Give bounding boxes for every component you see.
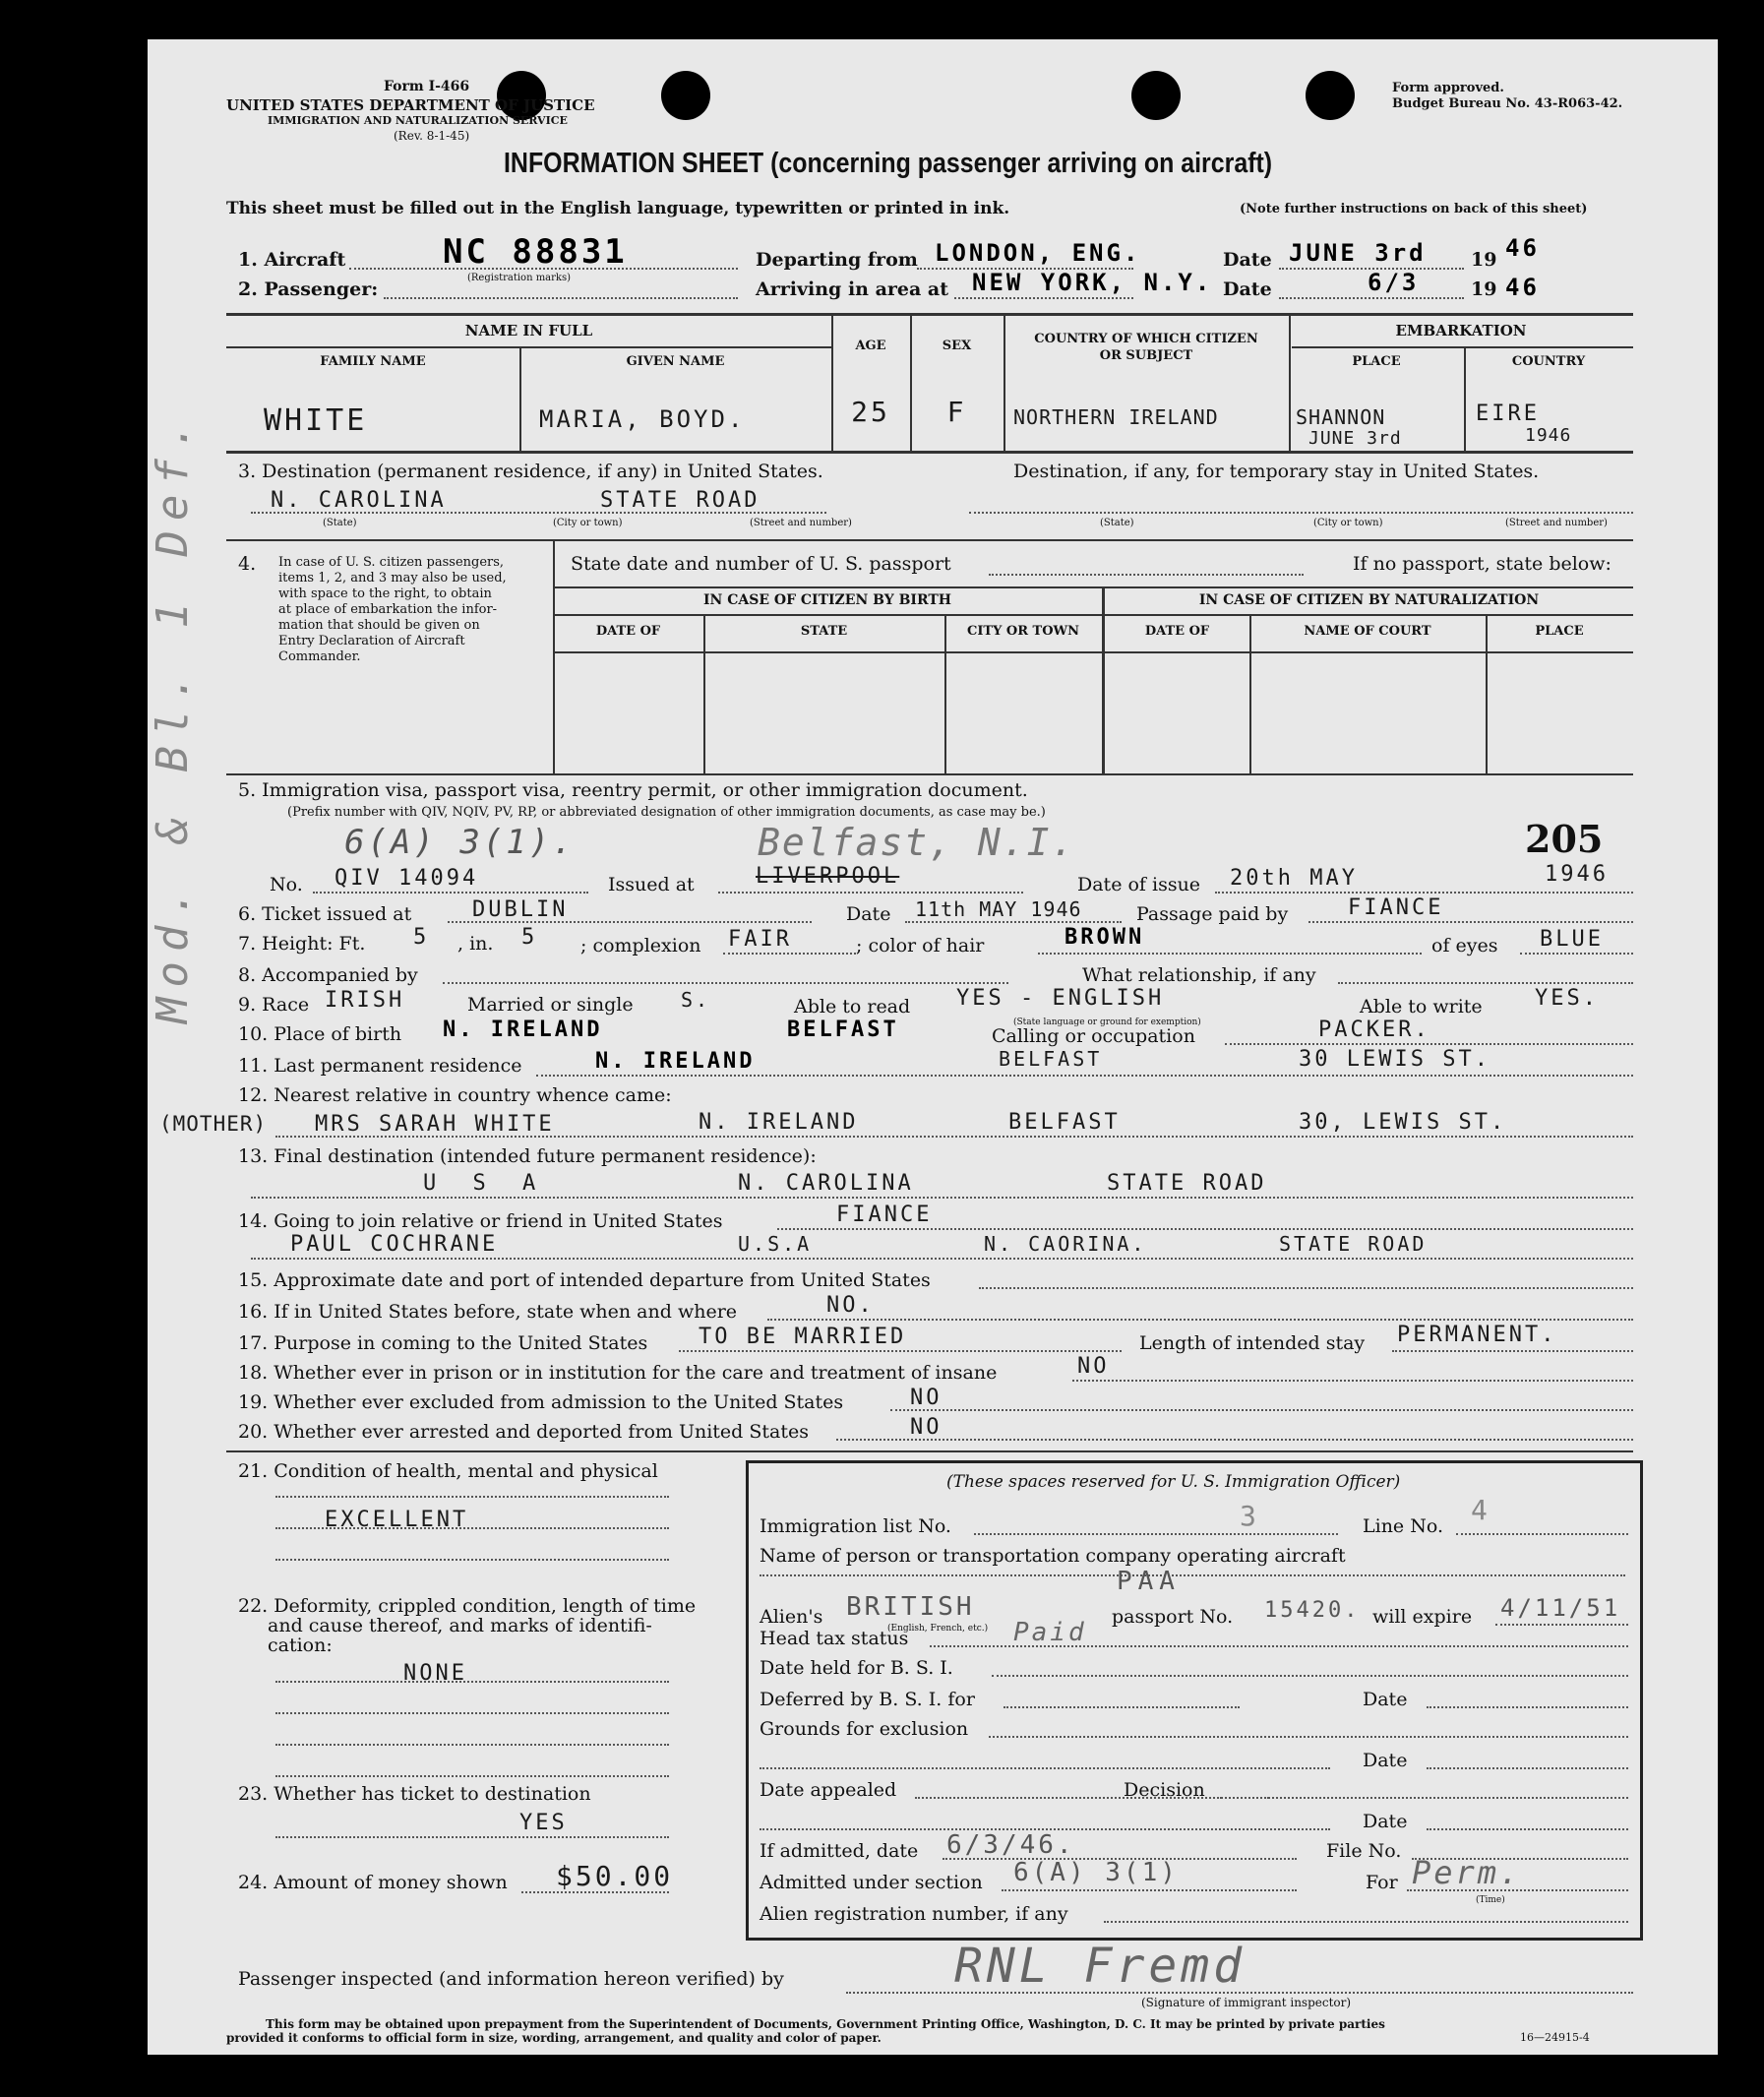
i17-label: 17. Purpose in coming to the United States <box>238 1332 648 1354</box>
headtax-value: Paid <box>1013 1618 1087 1647</box>
i21-line <box>275 1559 669 1561</box>
aliens-caption: (English, French, etc.) <box>887 1624 989 1634</box>
i18-line <box>1072 1380 1633 1382</box>
i7-complexion-label: ; complexion <box>580 935 701 956</box>
signature-caption: (Signature of immigrant inspector) <box>1141 1996 1352 2009</box>
expire-line <box>1495 1624 1628 1626</box>
expire-value: 4/11/51 <box>1500 1594 1621 1622</box>
visa-section-annotation: 6(A) 3(1). <box>344 823 576 862</box>
i13-label: 13. Final destination (intended future permanent residence): <box>238 1145 817 1167</box>
instruction: This sheet must be filled out in the English language, typewritten or printed in ink. <box>226 199 1010 218</box>
i16-value: NO. <box>826 1293 875 1318</box>
i7-label: 7. Height: Ft. <box>238 933 366 955</box>
i6-date-value: 11th MAY 1946 <box>915 897 1082 921</box>
passport-line <box>989 574 1304 576</box>
i14-street: STATE ROAD <box>1279 1232 1428 1256</box>
approved: Form approved. <box>1392 81 1504 95</box>
birth-date-header: DATE OF <box>595 624 661 639</box>
i11-country: N. IRELAND <box>595 1049 756 1074</box>
i22-line <box>275 1744 669 1746</box>
company-line <box>760 1574 1625 1576</box>
visa-no-value: QIV 14094 <box>335 866 479 891</box>
item4-note: In case of U. S. citizen passengers, items 1, 2, and 3 may also be used, with space to the right, to obtain at place of embarkation the infor- mation that should be given on Entry Declaration of Aircraft Commander. <box>278 555 507 664</box>
line-no-label: Line No. <box>1363 1515 1443 1537</box>
i12-street: 30, LEWIS ST. <box>1299 1110 1507 1135</box>
section-value: 6(A) 3(1) <box>1013 1858 1179 1887</box>
date-issue-value: 20th MAY <box>1230 866 1358 891</box>
i7-complexion: FAIR <box>728 927 792 952</box>
i7-eyes-line <box>1520 953 1633 955</box>
time-caption: (Time) <box>1476 1895 1505 1905</box>
i13-line <box>251 1197 1633 1199</box>
decision-date-label: Date <box>1363 1811 1408 1832</box>
passport-no-value: 15420. <box>1264 1598 1361 1623</box>
item4-header-rule <box>553 586 1633 588</box>
i8-relationship-label: What relationship, if any <box>1082 964 1316 986</box>
form-page <box>148 39 1718 2055</box>
i10-calling: PACKER. <box>1318 1018 1430 1042</box>
section-line <box>1002 1889 1297 1891</box>
company-label: Name of person or transportation company operating aircraft <box>760 1545 1346 1567</box>
bsi-held-line <box>992 1675 1628 1677</box>
i13-country: U S A <box>423 1171 548 1196</box>
form-number: Form I-466 <box>384 79 470 94</box>
age-value: 25 <box>851 396 890 428</box>
list-no-value: 3 <box>1240 1500 1259 1532</box>
i7-ft: 5 <box>413 925 430 950</box>
line-no-line <box>1456 1533 1628 1535</box>
date-label: Date <box>1223 249 1272 271</box>
i6-date-line <box>905 921 1122 923</box>
i16-label: 16. If in United States before, state when and where <box>238 1301 738 1323</box>
i23-value: YES <box>519 1811 568 1835</box>
list-no-label: Immigration list No. <box>760 1515 951 1537</box>
i19-value: NO <box>910 1386 943 1410</box>
i19-line <box>890 1409 1633 1411</box>
punch-hole <box>1131 71 1181 120</box>
birth-state-header: STATE <box>800 624 848 639</box>
i21-value: EXCELLENT <box>325 1508 469 1532</box>
country-header-1: COUNTRY OF WHICH CITIZEN <box>1034 332 1258 346</box>
expire-label: will expire <box>1372 1606 1473 1628</box>
item3-label: 3. Destination (permanent residence, if any) in United States. <box>238 461 823 482</box>
passport-date-label: State date and number of U. S. passport <box>571 553 951 575</box>
city-caption: (City or town) <box>553 518 623 528</box>
i14-label: 14. Going to join relative or friend in United States <box>238 1210 723 1232</box>
col-rule <box>831 313 833 451</box>
i14-country: U.S.A <box>738 1232 813 1256</box>
bsi-held-label: Date held for B. S. I. <box>760 1657 953 1679</box>
i9-read: YES - ENGLISH <box>956 986 1165 1011</box>
year-prefix: 19 <box>1471 249 1497 271</box>
revision: (Rev. 8-1-45) <box>394 129 470 143</box>
i21-line <box>275 1496 669 1498</box>
i9-write-label: Able to write <box>1360 996 1483 1018</box>
inspector-signature: RNL Fremd <box>954 1939 1247 1994</box>
embark-year-value: 1946 <box>1525 425 1572 446</box>
decision-date-line <box>1427 1828 1628 1830</box>
col-rule <box>910 313 912 451</box>
family-name-value: WHITE <box>264 403 368 438</box>
i9-race: IRISH <box>325 988 405 1013</box>
i11-city: BELFAST <box>999 1047 1103 1071</box>
i7-in-label: , in. <box>457 933 494 955</box>
i6-paid-line <box>1308 921 1633 923</box>
i9-race-label: 9. Race <box>238 994 310 1016</box>
i18-value: NO <box>1077 1354 1110 1379</box>
i8-label: 8. Accompanied by <box>238 964 418 986</box>
inspected-label: Passenger inspected (and information hereon verified) by <box>238 1968 784 1990</box>
embark-country-value: EIRE <box>1476 401 1540 426</box>
issued-value: LIVERPOOL <box>756 864 900 889</box>
i17-value: TO BE MARRIED <box>699 1325 907 1349</box>
i11-street: 30 LEWIS ST. <box>1299 1047 1490 1072</box>
visa-no-line <box>313 892 588 894</box>
stamp-number: 205 <box>1525 817 1604 861</box>
appealed-line <box>915 1797 1269 1799</box>
i17-stay-label: Length of intended stay <box>1139 1332 1366 1354</box>
i23-label: 23. Whether has ticket to destination <box>238 1783 591 1805</box>
punch-hole <box>661 71 710 120</box>
for-value: Perm. <box>1412 1854 1522 1891</box>
item3-temp-line <box>969 512 1633 514</box>
i8-line <box>443 982 1008 984</box>
headtax-line <box>930 1645 1628 1647</box>
grounds-date-line <box>1427 1767 1628 1769</box>
i20-value: NO <box>910 1415 943 1440</box>
naturalization-header: IN CASE OF CITIZEN BY NATURALIZATION <box>1198 592 1540 608</box>
i6-value: DUBLIN <box>472 897 569 922</box>
i16-line <box>767 1319 1633 1321</box>
registration-caption: (Registration marks) <box>467 273 572 283</box>
item4-top-rule <box>226 539 1633 541</box>
aircraft-label: 1. Aircraft <box>238 249 346 271</box>
i7-complexion-line <box>723 953 856 955</box>
passenger-label: 2. Passenger: <box>238 278 379 300</box>
issued-line <box>718 892 1023 894</box>
line-no-value: 4 <box>1471 1494 1490 1526</box>
date-issue-year: 1946 <box>1545 862 1609 887</box>
i24-value: $50.00 <box>556 1860 674 1892</box>
i12-city: BELFAST <box>1008 1110 1121 1135</box>
country-col-header: COUNTRY <box>1511 354 1586 369</box>
grounds-date-label: Date <box>1363 1750 1408 1771</box>
officer-heading: (These spaces reserved for U. S. Immigration Officer) <box>946 1472 1401 1492</box>
grounds-line-2 <box>760 1767 1330 1769</box>
margin-handwriting: Mod. & Bl. 1 Def. <box>148 412 198 1023</box>
arriving-line <box>954 297 1133 299</box>
item3-line <box>251 512 826 514</box>
citizenship-value: NORTHERN IRELAND <box>1013 405 1219 429</box>
age-header: AGE <box>855 339 886 353</box>
appealed-label: Date appealed <box>760 1779 897 1801</box>
birth-header: IN CASE OF CITIZEN BY BIRTH <box>703 592 951 608</box>
list-no-line <box>974 1533 1338 1535</box>
budget-number: Budget Bureau No. 43-R063-42. <box>1392 96 1623 111</box>
i9-write: YES. <box>1535 986 1599 1011</box>
decision-line <box>1220 1797 1628 1799</box>
table-top-rule <box>226 313 1633 316</box>
i7-eyes: BLUE <box>1540 927 1604 952</box>
i10-city: BELFAST <box>787 1018 899 1042</box>
aircraft-line <box>349 268 738 270</box>
i12-country: N. IRELAND <box>699 1110 859 1135</box>
i21-label: 21. Condition of health, mental and physical <box>238 1460 658 1482</box>
bsi-date-line <box>1427 1706 1628 1708</box>
i24-line <box>521 1891 669 1893</box>
signature-line <box>846 1992 1633 1994</box>
section-label: Admitted under section <box>760 1872 983 1893</box>
section-rule <box>226 1450 1633 1452</box>
date2-value: 6/3 <box>1368 269 1420 296</box>
date-value: JUNE 3rd <box>1289 239 1427 267</box>
item5-label: 5. Immigration visa, passport visa, reentry permit, or other immigration document. <box>238 779 1028 801</box>
i24-label: 24. Amount of money shown <box>238 1872 508 1893</box>
nat-court-header: NAME OF COURT <box>1304 624 1431 639</box>
given-name-header: GIVEN NAME <box>626 354 725 369</box>
name-in-full-header: NAME IN FULL <box>464 322 593 339</box>
sex-value: F <box>946 396 967 428</box>
date-issue-label: Date of issue <box>1077 874 1201 895</box>
family-name-header: FAMILY NAME <box>320 354 426 369</box>
i17-stay-line <box>1392 1350 1633 1352</box>
arriving-label: Arriving in area at <box>756 278 949 300</box>
year2-prefix: 19 <box>1471 278 1497 300</box>
embark-sub-rule <box>1292 346 1633 348</box>
visa-no-label: No. <box>270 874 303 895</box>
i17-line <box>679 1350 1122 1352</box>
date2-line <box>1279 297 1464 299</box>
decision-label: Decision <box>1124 1779 1205 1801</box>
for-line <box>1407 1889 1628 1891</box>
i7-in: 5 <box>521 925 538 950</box>
bsi-date-label: Date <box>1363 1689 1408 1710</box>
i17-stay: PERMANENT. <box>1397 1323 1557 1347</box>
arriving-value: NEW YORK, N.Y. <box>972 269 1213 296</box>
street-caption-2: (Street and number) <box>1505 518 1608 528</box>
item4-sub-rule <box>553 614 1633 616</box>
i6-date-label: Date <box>846 903 891 925</box>
punch-hole <box>1306 71 1355 120</box>
place-header: PLACE <box>1352 354 1401 369</box>
no-passport-label: If no passport, state below: <box>1353 553 1612 575</box>
file-no-label: File No. <box>1326 1840 1402 1862</box>
i14-line <box>251 1258 1633 1260</box>
grounds-label: Grounds for exclusion <box>760 1718 969 1740</box>
country-header-2: OR SUBJECT <box>1099 348 1193 363</box>
headtax-label: Head tax status <box>760 1628 909 1649</box>
i22-line <box>275 1681 669 1683</box>
i9-married: S. <box>681 988 711 1012</box>
i14-name: PAUL COCHRANE <box>290 1232 499 1257</box>
i22-label: 22. Deformity, crippled condition, length of time and cause thereof, and marks of identifi- cation: <box>238 1595 697 1656</box>
i14-relation: FIANCE <box>836 1203 933 1227</box>
i9-married-label: Married or single <box>467 994 634 1016</box>
i14-state: N. CAORINA. <box>984 1232 1147 1256</box>
i15-line <box>979 1287 1633 1289</box>
i10-label: 10. Place of birth <box>238 1023 402 1045</box>
i9-read-caption: (State language or ground for exemption) <box>1013 1018 1201 1027</box>
i7-hair: BROWN <box>1064 925 1145 950</box>
i14-relation-line <box>777 1228 1633 1230</box>
i11-line <box>536 1075 1633 1077</box>
item4-bottom-rule <box>226 773 1633 775</box>
i12-label: 12. Nearest relative in country whence came: <box>238 1084 672 1106</box>
nat-date-header: DATE OF <box>1144 624 1210 639</box>
for-label: For <box>1366 1872 1398 1893</box>
i22-line <box>275 1775 669 1777</box>
departing-label: Departing from <box>756 249 918 271</box>
i10-country: N. IRELAND <box>443 1018 603 1042</box>
state-caption: (State) <box>323 518 357 528</box>
i20-line <box>836 1439 1633 1441</box>
sex-header: SEX <box>942 339 972 353</box>
i22-line <box>275 1712 669 1714</box>
year-value: 46 <box>1505 234 1540 262</box>
item3-temp-label: Destination, if any, for temporary stay in United States. <box>1013 461 1540 482</box>
year2-value: 46 <box>1505 274 1540 301</box>
passport-no-label: passport No. <box>1112 1606 1234 1628</box>
company-value: PAA <box>1117 1567 1181 1596</box>
i13-city: STATE ROAD <box>1107 1171 1267 1196</box>
i11-label: 11. Last permanent residence <box>238 1055 522 1077</box>
birth-city-header: CITY OR TOWN <box>966 624 1080 639</box>
passenger-line <box>384 297 738 299</box>
print-note-1: This form may be obtained upon prepayment from the Superintendent of Documents, Government Printing Office, Washington, D. C. It may be printed by private parties <box>266 2017 1385 2031</box>
i6-label: 6. Ticket issued at <box>238 903 412 925</box>
admitted-label: If admitted, date <box>760 1840 919 1862</box>
issued-label: Issued at <box>608 874 695 895</box>
bsi-deferred-line <box>1004 1706 1240 1708</box>
i12-name: MRS SARAH WHITE <box>315 1112 555 1137</box>
item3-city-value: STATE ROAD <box>600 488 760 513</box>
i6-paid-label: Passage paid by <box>1136 903 1289 925</box>
embark-place-value: SHANNON <box>1296 405 1386 429</box>
i19-label: 19. Whether ever excluded from admission to the United States <box>238 1391 844 1413</box>
form-title: INFORMATION SHEET (concerning passenger arriving on aircraft) <box>504 148 1273 179</box>
i7-hair-line <box>1038 953 1422 955</box>
visa-place-annotation: Belfast, N.I. <box>758 821 1076 864</box>
street-caption: (Street and number) <box>750 518 852 528</box>
i8-relationship-line <box>1338 982 1633 984</box>
registration-line <box>1104 1921 1628 1923</box>
item4-row-rule <box>553 651 1633 653</box>
i9-read-label: Able to read <box>794 996 911 1018</box>
state-caption-2: (State) <box>1100 518 1134 528</box>
bsi-deferred-label: Deferred by B. S. I. for <box>760 1689 975 1710</box>
nat-place-header: PLACE <box>1535 624 1584 639</box>
i7-hair-label: ; color of hair <box>856 935 985 956</box>
i23-line <box>275 1836 669 1838</box>
aliens-label: Alien's <box>760 1606 823 1628</box>
item4-divider <box>553 539 555 773</box>
aircraft-value: NC 88831 <box>443 232 628 272</box>
i21-line <box>275 1527 669 1529</box>
item3-state-value: N. CAROLINA <box>271 488 447 513</box>
aliens-value: BRITISH <box>846 1592 975 1622</box>
date2-label: Date <box>1223 278 1272 300</box>
table-bottom-rule <box>226 451 1633 454</box>
i22-value: NONE <box>403 1661 467 1686</box>
admitted-value: 6/3/46. <box>946 1830 1075 1860</box>
i10-calling-line <box>1225 1043 1633 1045</box>
given-name-value: MARIA, BOYD. <box>539 405 746 433</box>
departing-value: LONDON, ENG. <box>935 239 1141 267</box>
i18-label: 18. Whether ever in prison or in institution for the care and treatment of insane <box>238 1362 998 1384</box>
date-issue-line <box>1215 892 1633 894</box>
i12-relation: (MOTHER) <box>159 1112 268 1136</box>
embarkation-header: EMBARKATION <box>1395 322 1527 339</box>
i10-calling-label: Calling or occupation <box>992 1025 1195 1047</box>
print-note-2: provided it conforms to official form in size, wording, arrangement, and quality and color of paper. <box>226 2031 882 2045</box>
grounds-line <box>989 1736 1628 1738</box>
back-note: (Note further instructions on back of this sheet) <box>1240 202 1588 216</box>
item4-number: 4. <box>238 553 257 575</box>
i13-state: N. CAROLINA <box>738 1171 914 1196</box>
registration-label: Alien registration number, if any <box>760 1903 1068 1925</box>
i7-eyes-label: of eyes <box>1431 935 1498 956</box>
print-code: 16—24915-4 <box>1520 2031 1590 2044</box>
name-sub-rule <box>226 346 831 348</box>
i6-line <box>448 921 812 923</box>
i20-label: 20. Whether ever arrested and deported from United States <box>238 1421 809 1443</box>
embark-date-value: JUNE 3rd <box>1308 428 1402 449</box>
city-caption-2: (City or town) <box>1313 518 1383 528</box>
service: IMMIGRATION AND NATURALIZATION SERVICE <box>268 114 568 127</box>
department: UNITED STATES DEPARTMENT OF JUSTICE <box>226 96 595 114</box>
i12-line <box>275 1136 1633 1138</box>
item5-sub: (Prefix number with QIV, NQIV, PV, RP, or abbreviated designation of other immigration documents, as case may be.) <box>287 805 1046 820</box>
i6-paid-value: FIANCE <box>1348 895 1444 920</box>
i15-label: 15. Approximate date and port of intended departure from United States <box>238 1269 931 1291</box>
